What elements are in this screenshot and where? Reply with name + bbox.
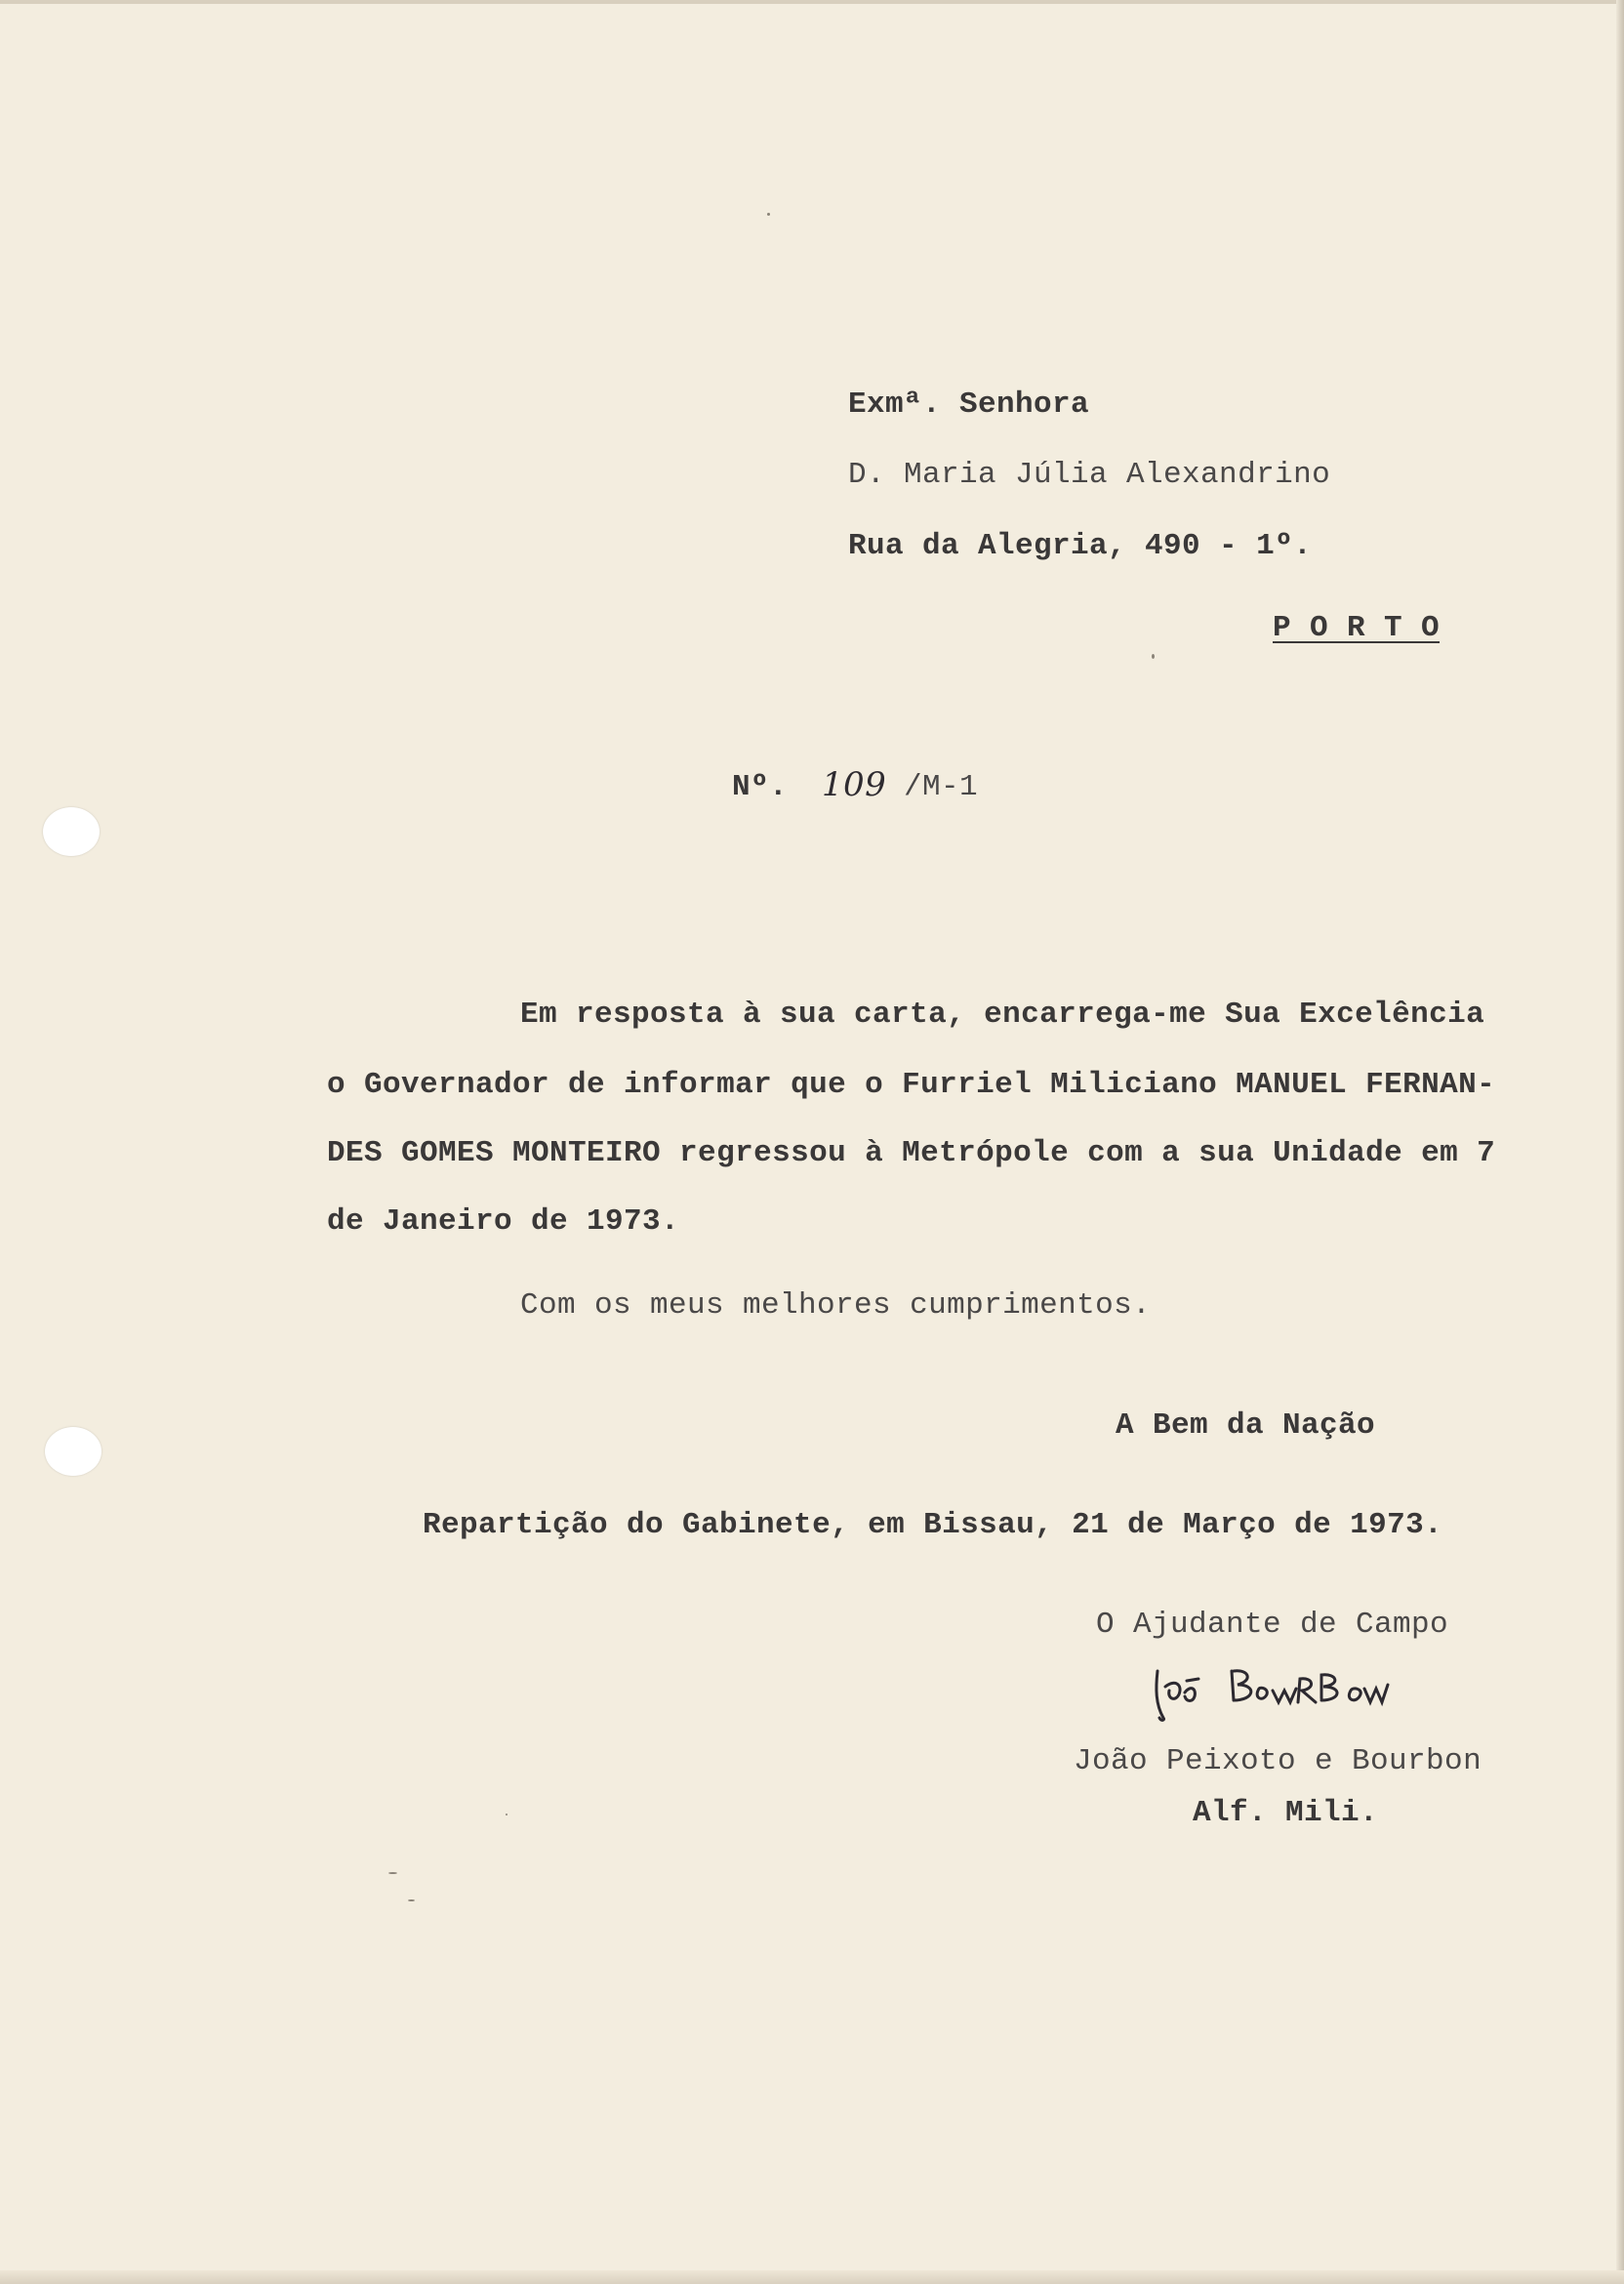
body-line-1: Em resposta à sua carta, encarrega-me Sua Excelência: [520, 998, 1485, 1032]
reference-suffix: /M-1: [904, 770, 979, 804]
paper-speck: [388, 1872, 397, 1874]
body-line-3: DES GOMES MONTEIRO regressou à Metrópole com a sua Unidade em 7: [327, 1136, 1496, 1170]
reference-number: 109: [822, 765, 887, 804]
recipient-street: Rua da Alegria, 490 - 1º.: [848, 529, 1313, 563]
body-line-4: de Janeiro de 1973.: [327, 1204, 680, 1239]
handwritten-signature: [1142, 1659, 1396, 1728]
page-bottom-edge: [0, 2270, 1624, 2284]
paper-speck: [408, 1899, 415, 1901]
paper-speck: [767, 213, 770, 216]
place-date: Repartição do Gabinete, em Bissau, 21 de Março de 1973.: [423, 1508, 1443, 1542]
punch-hole-top: [43, 807, 100, 856]
page-top-edge: [0, 0, 1624, 4]
reference-prefix: Nº.: [732, 770, 789, 804]
recipient-name: D. Maria Júlia Alexandrino: [848, 458, 1331, 492]
punch-hole-bottom: [45, 1427, 102, 1476]
motto: A Bem da Nação: [1116, 1408, 1376, 1443]
closing-line: Com os meus melhores cumprimentos.: [520, 1288, 1152, 1323]
paper-speck: [1152, 654, 1155, 659]
page-right-edge: [1616, 0, 1624, 2284]
signatory-rank: Alf. Mili.: [1193, 1796, 1379, 1830]
paper-speck: [506, 1814, 508, 1815]
recipient-city: P O R T O: [1273, 611, 1441, 645]
recipient-salutation: Exmª. Senhora: [848, 387, 1090, 422]
body-line-2: o Governador de informar que o Furriel Miliciano MANUEL FERNAN-: [327, 1068, 1496, 1102]
signatory-name: João Peixoto e Bourbon: [1074, 1744, 1482, 1778]
signature-role: O Ajudante de Campo: [1096, 1608, 1449, 1642]
